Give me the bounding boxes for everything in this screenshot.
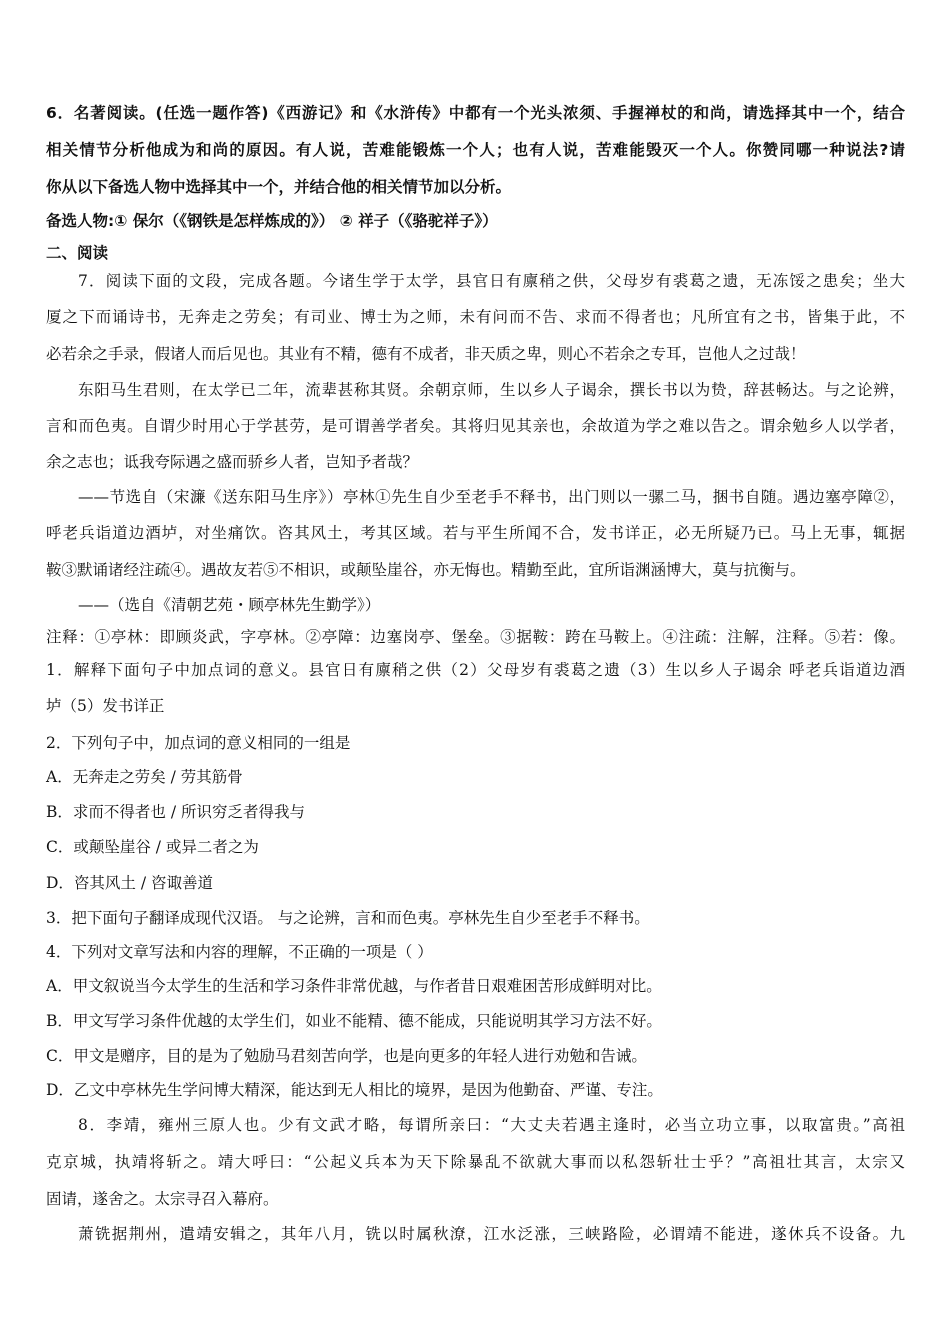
- q7-passage2-line-2: 言和而色夷。自谓少时用心于学甚劳，是可谓善学者矣。其将归见其亲也，余故道为学之难以告之。谓余勉乡人以学者，: [46, 417, 905, 435]
- q7-sq2-option-b: B．求而不得者也 / 所识穷乏者得我与: [46, 803, 305, 821]
- q7-sq4-option-c: C．甲文是赠序，目的是为了勉励马君刻苦向学，也是向更多的年轻人进行劝勉和告诫。: [46, 1047, 647, 1065]
- q7-sq2-option-c: C．或颠坠崖谷 / 或异二者之为: [46, 838, 259, 856]
- q7-subquestion-1-line-1: 1．解释下面句子中加点词的意义。县官日有廪稍之供（2）父母岁有裘葛之遗（3）生以乡人子谒余 呼老兵诣道边酒: [46, 661, 905, 679]
- q6-line-1: 6．名著阅读。(任选一题作答)《西游记》和《水浒传》中都有一个光头浓须、手握禅杖的和尚，请选择其中一个，结合: [46, 104, 905, 122]
- q8-passage1-line-3: 固请，遂舍之。太宗寻召入幕府。: [46, 1190, 279, 1208]
- q7-subquestion-1-line-2: 垆（5）发书详正: [46, 697, 165, 715]
- q7-passage3-line-3: 鞍③默诵诸经注疏④。遇故友若⑤不相识，或颠坠崖谷，亦无悔也。精勤至此，宜所诣渊涵博大，莫与抗衡与。: [46, 561, 806, 579]
- q8-passage2-line-1: 萧铣据荆州，遣靖安辑之，其年八月，铣以时属秋潦，江水泛涨，三峡路险，必谓靖不能进，遂休兵不设备。九: [78, 1225, 905, 1243]
- q7-sq4-option-b: B．甲文写学习条件优越的太学生们，如业不能精、德不能成，只能说明其学习方法不好。: [46, 1012, 662, 1030]
- q7-sq4-option-a: A．甲文叙说当今太学生的生活和学习条件非常优越，与作者昔日艰难困苦形成鲜明对比。: [46, 977, 662, 995]
- q7-sq2-option-d: D．咨其风土 / 咨诹善道: [46, 874, 214, 892]
- q7-passage1-line-3: 必若余之手录，假诸人而后见也。其业有不精，德有不成者，非天质之卑，则心不若余之专耳，岂他人之过哉！: [46, 345, 806, 363]
- q8-passage1-line-2: 克京城，执靖将斩之。靖大呼曰：“公起义兵本为天下除暴乱不欲就大事而以私怨斩壮士乎？”高祖壮其言，太宗又: [46, 1153, 905, 1171]
- q7-source: ——（选自《清朝艺苑・顾亭林先生勤学》）: [78, 596, 381, 614]
- q7-passage1-line-1: 7．阅读下面的文段，完成各题。今诸生学于太学，县官日有廪稍之供，父母岁有裘葛之遗，无冻馁之患矣；坐大: [78, 272, 905, 290]
- q7-passage3-line-1: ——节选自（宋濂《送东阳马生序》）亭林①先生自少至老手不释书，出门则以一骡二马，捆书自随。遇边塞亭障②，: [78, 488, 905, 506]
- q7-passage1-line-2: 厦之下而诵诗书，无奔走之劳矣；有司业、博士为之师，未有问而不告、求而不得者也；凡所宜有之书，皆集于此，不: [46, 308, 905, 326]
- q7-passage2-line-1: 东阳马生君则，在太学已二年，流辈甚称其贤。余朝京师，生以乡人子谒余，撰长书以为贽，辞甚畅达。与之论辨，: [78, 381, 905, 399]
- section-heading: 二、阅读: [46, 244, 109, 262]
- q6-line-2: 相关情节分析他成为和尚的原因。有人说，苦难能锻炼一个人；也有人说，苦难能毁灭一个人。你赞同哪一种说法?请: [46, 141, 905, 159]
- q6-candidates: 备选人物:① 保尔（《钢铁是怎样炼成的》） ② 祥子（《骆驼祥子》）: [46, 212, 498, 230]
- q7-subquestion-3: 3．把下面句子翻译成现代汉语。 与之论辨，言和而色夷。亭林先生自少至老手不释书。: [46, 909, 650, 927]
- q7-passage2-line-3: 余之志也；诋我夸际遇之盛而骄乡人者，岂知予者哉？: [46, 453, 419, 471]
- q6-line-3: 你从以下备选人物中选择其中一个，并结合他的相关情节加以分析。: [46, 178, 512, 196]
- q7-subquestion-2: 2．下列句子中，加点词的意义相同的一组是: [46, 734, 351, 752]
- q7-subquestion-4: 4．下列对文章写法和内容的理解，不正确的一项是（ ）: [46, 943, 433, 961]
- q7-passage3-line-2: 呼老兵诣道边酒垆，对坐痛饮。咨其风土，考其区域。若与平生所闻不合，发书详正，必无所疑乃已。马上无事，辄据: [46, 524, 905, 542]
- q8-passage1-line-1: 8．李靖，雍州三原人也。少有文武才略，每谓所亲曰：“大丈夫若遇主逢时，必当立功立事，以取富贵。”高祖: [78, 1116, 905, 1134]
- q7-sq2-option-a: A．无奔走之劳矣 / 劳其筋骨: [46, 768, 243, 786]
- q7-sq4-option-d: D．乙文中亭林先生学问博大精深，能达到无人相比的境界，是因为他勤奋、严谨、专注。: [46, 1081, 663, 1099]
- q7-notes: 注释：①亭林：即顾炎武，字亭林。②亭障：边塞岗亭、堡垒。③据鞍：跨在马鞍上。④注疏：注解，注释。⑤若：像。: [46, 628, 905, 646]
